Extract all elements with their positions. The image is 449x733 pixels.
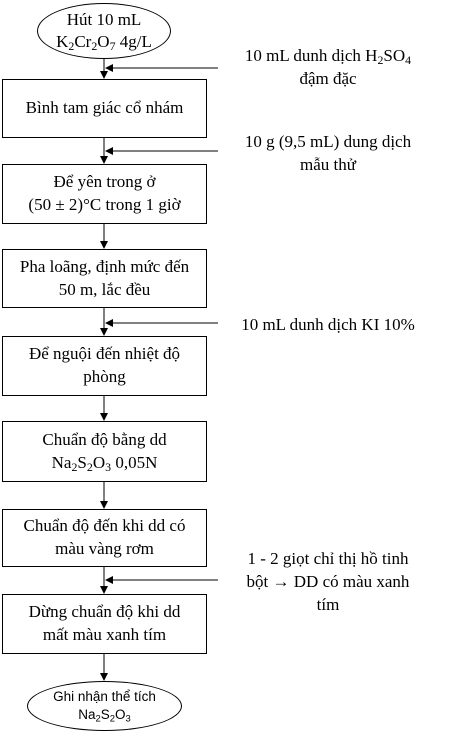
step-label: mất màu xanh tím bbox=[42, 625, 167, 644]
step-label: 50 m, lắc đều bbox=[58, 279, 151, 299]
start-ellipse bbox=[37, 3, 171, 59]
addition-line: 10 mL dunh dịch KI 10% bbox=[241, 315, 415, 334]
addition-line: tím bbox=[316, 594, 340, 614]
addition-starch-indicator bbox=[212, 548, 444, 617]
addition-line: bột → DD có màu xanh bbox=[246, 571, 410, 591]
step-label: màu vàng rơm bbox=[55, 539, 154, 558]
step-box-dilute bbox=[2, 249, 207, 308]
addition-ki bbox=[212, 314, 444, 337]
step-label: Để yên trong ở bbox=[53, 172, 156, 192]
step-label: $Na_2S_2O_3$ 0,05N bbox=[51, 452, 158, 474]
addition-line: 1 - 2 giọt chỉ thị hồ tinh bbox=[247, 549, 409, 568]
step-label: (50 ± 2)°C trong 1 giờ bbox=[28, 195, 181, 214]
addition-line: đậm đặc bbox=[299, 68, 357, 88]
step-label: Chuẩn độ đến khi dd có bbox=[23, 516, 186, 536]
addition-sample bbox=[212, 131, 444, 177]
step-box-flask bbox=[2, 79, 207, 138]
addition-line: 10 g (9,5 mL) dung dịch bbox=[244, 132, 412, 151]
end-ellipse bbox=[27, 681, 182, 731]
addition-h2so4 bbox=[212, 45, 444, 91]
step-label: Bình tam giác cổ nhám bbox=[25, 98, 184, 118]
step-label: Pha loãng, định mức đến bbox=[19, 256, 190, 276]
end-line2: $Na_2S_2O_3$ bbox=[78, 707, 131, 725]
start-line1: Hút 10 mL bbox=[66, 9, 142, 29]
end-line1: Ghi nhận thể tích bbox=[53, 688, 156, 704]
addition-line: 10 mL dunh dịch $H_2SO_4$ bbox=[244, 46, 412, 67]
step-box-cool bbox=[2, 336, 207, 396]
step-label: phòng bbox=[83, 367, 126, 386]
step-label: Dừng chuẩn độ khi dd bbox=[28, 602, 181, 622]
step-box-incubate bbox=[2, 164, 207, 224]
step-label: Để nguội đến nhiệt độ bbox=[28, 344, 181, 364]
step-box-titrate bbox=[2, 421, 207, 482]
step-box-stop-titration bbox=[2, 594, 207, 654]
step-label: Chuẩn độ bằng dd bbox=[42, 429, 167, 449]
start-line2: $K_2Cr_2O_7$ 4g/L bbox=[56, 32, 152, 53]
addition-line: mẫu thử bbox=[300, 154, 356, 174]
step-box-straw-yellow bbox=[2, 509, 207, 567]
